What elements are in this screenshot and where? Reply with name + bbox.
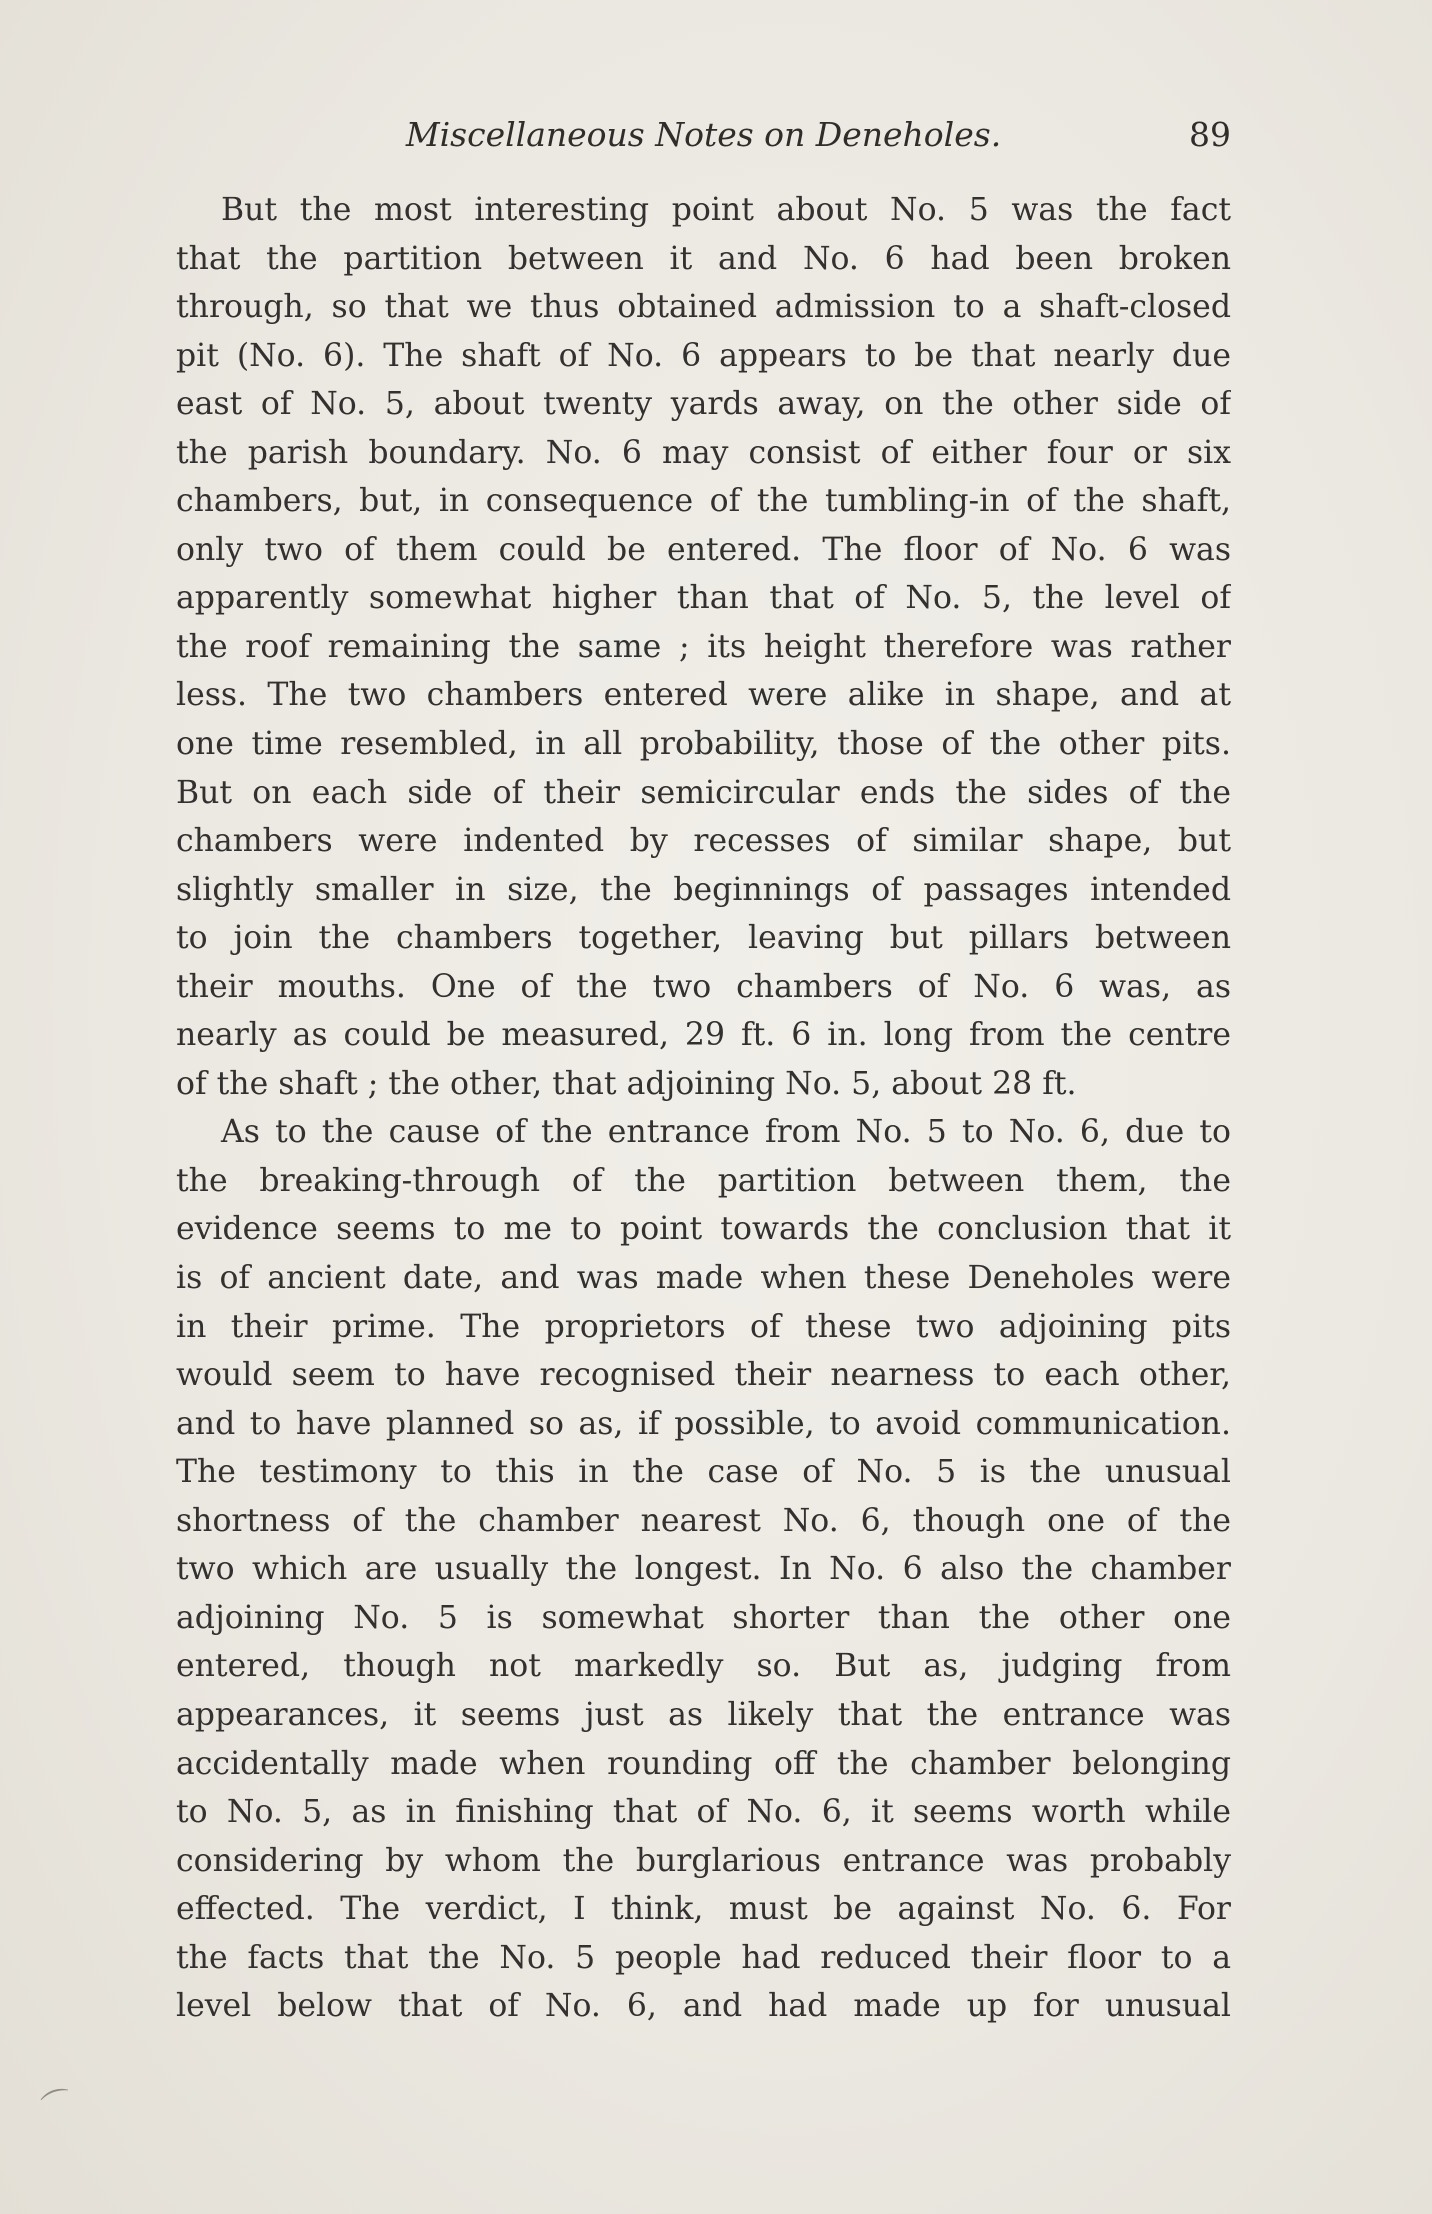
text-line: effected. The verdict, I think, must be against No. 6. For (176, 1891, 1231, 1928)
text-line: considering by whom the burglarious entrance was probably (176, 1842, 1231, 1879)
text-line: pit (No. 6). The shaft of No. 6 appears to be that nearly due (176, 337, 1231, 374)
text-line: of the shaft ; the other, that adjoining No. 5, about 28 ft. (176, 1065, 1077, 1102)
text-line: chambers were indented by recesses of similar shape, but (176, 823, 1231, 860)
text-line: two which are usually the longest. In No. 6 also the chamber (176, 1551, 1231, 1588)
text-line: through, so that we thus obtained admission to a shaft-closed (176, 289, 1231, 326)
text-line: As to the cause of the entrance from No. 5 to No. 6, due to (221, 1114, 1231, 1151)
text-line: nearly as could be measured, 29 ft. 6 in. long from the centre (176, 1017, 1231, 1054)
text-line: accidentally made when rounding off the chamber belonging (176, 1745, 1231, 1782)
text-line: to No. 5, as in finishing that of No. 6, it seems worth while (176, 1794, 1231, 1831)
text-line: to join the chambers together, leaving but pillars between (176, 920, 1231, 957)
text-line: But the most interesting point about No. 5 was the fact (221, 192, 1231, 228)
text-line: slightly smaller in size, the beginnings of passages intended (176, 871, 1231, 908)
text-line: adjoining No. 5 is somewhat shorter than the other one (176, 1599, 1231, 1636)
body-text (176, 186, 1231, 2031)
page-number: 89 (1189, 115, 1231, 154)
text-line: level below that of No. 6, and had made up for unusual (176, 1988, 1231, 2025)
text-line: would seem to have recognised their nearness to each other, (176, 1357, 1231, 1394)
text-line: is of ancient date, and was made when these Deneholes were (176, 1260, 1231, 1297)
text-line: less. The two chambers entered were alike in shape, and at (176, 677, 1231, 714)
text-line: only two of them could be entered. The floor of No. 6 was (176, 531, 1231, 568)
text-line: chambers, but, in consequence of the tumbling-in of the shaft, (176, 483, 1231, 520)
page-header (176, 105, 1231, 165)
text-line: one time resembled, in all probability, those of the other pits. (176, 726, 1231, 763)
text-line: appearances, it seems just as likely that the entrance was (176, 1696, 1231, 1733)
text-line: apparently somewhat higher than that of No. 5, the level of (176, 580, 1231, 617)
text-line: the parish boundary. No. 6 may consist of either four or six (176, 434, 1231, 471)
text-line: the facts that the No. 5 people had reduced their floor to a (176, 1939, 1231, 1976)
text-line: entered, though not markedly so. But as, judging from (176, 1648, 1231, 1685)
text-line: their mouths. One of the two chambers of No. 6 was, as (176, 968, 1231, 1005)
text-line: east of No. 5, about twenty yards away, on the other side of (176, 386, 1231, 423)
running-title: Miscellaneous Notes on Deneholes. (405, 115, 1002, 154)
text-line: But on each side of their semicircular ends the sides of the (176, 774, 1231, 811)
text-line: The testimony to this in the case of No. 5 is the unusual (176, 1454, 1231, 1491)
text-line: evidence seems to me to point towards the conclusion that it (176, 1211, 1231, 1248)
text-line: the roof remaining the same ; its height therefore was rather (176, 628, 1231, 665)
text-line: the breaking-through of the partition between them, the (176, 1162, 1231, 1199)
text-line: in their prime. The proprietors of these two adjoining pits (176, 1308, 1231, 1345)
text-line: and to have planned so as, if possible, to avoid communication. (176, 1405, 1231, 1442)
text-line: that the partition between it and No. 6 had been broken (176, 240, 1231, 277)
paper-blemish: ⌒ (38, 2083, 79, 2127)
text-line: shortness of the chamber nearest No. 6, though one of the (176, 1502, 1231, 1539)
